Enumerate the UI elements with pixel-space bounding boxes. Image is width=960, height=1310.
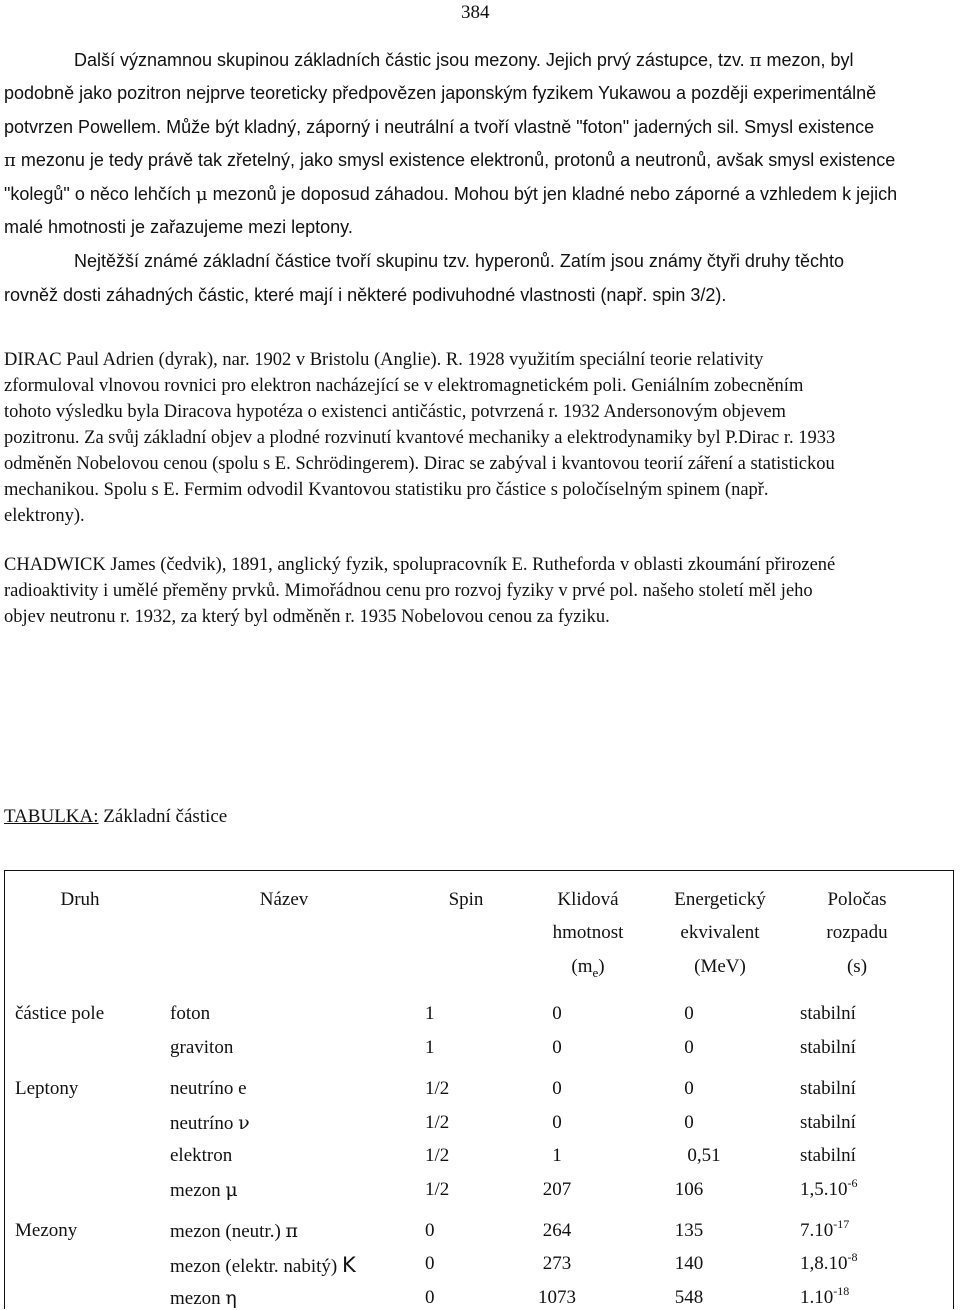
header-energy-1: Energetický (674, 889, 766, 910)
pi-symbol: π (285, 1220, 299, 1242)
cell-spin: 1/2 (425, 1145, 450, 1166)
cell-halflife: stabilní (800, 1003, 856, 1024)
cell-spin: 0 (425, 1287, 435, 1308)
group-label: částice pole (15, 1003, 105, 1024)
text-line: elektrony). (4, 506, 85, 526)
text-line: mechanikou. Spolu s E. Fermim odvodil Kvantovou statistiku pro částice s poločíselným spinem (např. (4, 480, 769, 500)
cell-halflife: $1,5.10^{-6}$ (800, 1176, 858, 1200)
header-nazev: Název (259, 889, 309, 910)
text-line: malé hmotnosti je zařazujeme mezi leptony. (4, 217, 353, 237)
text-line: objev neutronu r. 1932, za který byl odměněn r. 1935 Nobelovou cenou za fyziku. (4, 607, 610, 627)
cell-mass: 1 (552, 1145, 562, 1166)
header-druh: Druh (60, 889, 100, 910)
pi-symbol: π (749, 50, 762, 71)
text-line: pozitronu. Za svůj základní objev a plodné rozvinutí kvantové mechaniky a elektrodynamiky byl P.Dirac r. 1933 (4, 428, 836, 448)
text-line: CHADWICK James (čedvik), 1891, anglický fyzik, spolupracovník E. Rutheforda v oblasti zkoumání přirozené (4, 555, 836, 575)
text-line: potvrzen Powellem. Může být kladný, záporný i neutrální a tvoří vlastně "foton" jaderných sil. Smysl existence (4, 117, 875, 137)
header-halflife-3: (s) (846, 956, 868, 977)
cell-energy: 0,51 (687, 1145, 721, 1166)
cell-energy: 140 (674, 1253, 704, 1274)
cell-mass: 0 (552, 1112, 562, 1133)
header-spin: Spin (448, 889, 484, 910)
cell-halflife: $7.10^{-17}$ (800, 1217, 850, 1241)
group-label: Mezony (15, 1220, 78, 1241)
cell-energy: 0 (684, 1112, 694, 1133)
cell-spin: 0 (425, 1253, 435, 1274)
cell-mass: 264 (542, 1220, 572, 1241)
text-line: rovněž dosti záhadných částic, které mají i některé podivuhodné vlastnosti (např. spin 3/2). (4, 285, 727, 305)
cell-nazev: neutríno ν (170, 1112, 250, 1134)
cell-spin: 1/2 (425, 1179, 450, 1200)
cell-spin: 1 (425, 1037, 435, 1058)
text-line: odměněn Nobelovou cenou (spolu s E. Schrödingerem). Dirac se zabýval i kvantovou teorií záření a statistickou (4, 454, 835, 474)
cell-nazev: graviton (170, 1037, 234, 1058)
cell-energy: 106 (674, 1179, 704, 1200)
text-line: "kolegů" o něco lehčích μ mezonů je doposud záhadou. Mohou být jen kladné nebo záporné a vzhledem k jejich (4, 184, 898, 205)
cell-nazev: neutríno e (170, 1078, 247, 1099)
cell-mass: 1073 (538, 1287, 576, 1308)
cell-energy: 135 (674, 1220, 704, 1241)
text-line: DIRAC Paul Adrien (dyrak), nar. 1902 v Bristolu (Anglie). R. 1928 využitím speciální teorie relativity (4, 350, 764, 370)
cell-nazev: foton (170, 1003, 211, 1024)
header-mass-2: hmotnost (552, 922, 624, 943)
mu-symbol: μ (195, 184, 208, 205)
header-mass-1: Klidová (557, 889, 619, 910)
cell-halflife: $1.10^{-18}$ (800, 1284, 850, 1308)
cell-mass: 0 (552, 1037, 562, 1058)
header-halflife-2: rozpadu (826, 922, 888, 943)
pi-symbol: π (4, 150, 16, 171)
cell-spin: 1/2 (425, 1078, 450, 1099)
cell-energy: 0 (684, 1078, 694, 1099)
table-caption: TABULKA: Základní částice (4, 806, 228, 827)
cell-nazev: mezon (neutr.) π (170, 1220, 299, 1242)
cell-mass: 0 (552, 1078, 562, 1099)
text-line: zformuloval vlnovou rovnici pro elektron nacházející se v elektromagnetickém poli. Geniálním zobecněním (4, 376, 804, 396)
group-label: Leptony (15, 1078, 79, 1099)
text-line: Nejtěžší známé základní částice tvoří skupinu tzv. hyperonů. Zatím jsou známy čtyři druhy těchto (74, 251, 844, 271)
text-line: π mezonu je tedy právě tak zřetelný, jako smysl existence elektronů, protonů a neutronů, avšak smysl existence (4, 150, 896, 171)
cell-nazev: elektron (170, 1145, 233, 1166)
cell-halflife: $1,8.10^{-8}$ (800, 1250, 858, 1274)
page-number: 384 (461, 2, 490, 23)
text-line: radioaktivity i umělé přeměny prvků. Mimořádnou cenu pro rozvoj fyziky v prvé pol. našeho století měl jeho (4, 581, 813, 601)
eta-symbol: η (225, 1287, 237, 1309)
kaon-symbol: K (342, 1253, 356, 1277)
cell-spin: 1/2 (425, 1112, 450, 1133)
text-line: Další významnou skupinou základních částic jsou mezony. Jejich prvý zástupce, tzv. π mezon, byl (74, 50, 854, 71)
cell-mass: 273 (542, 1253, 572, 1274)
header-energy-3: (MeV) (694, 956, 746, 977)
text-line: tohoto výsledku byla Diracova hypotéza o existenci antičástic, potvrzená r. 1932 Andersonovým objevem (4, 402, 786, 422)
cell-halflife: stabilní (800, 1078, 856, 1099)
cell-nazev: mezon μ (170, 1179, 238, 1201)
cell-spin: 1 (425, 1003, 435, 1024)
cell-energy: 0 (684, 1037, 694, 1058)
cell-mass: 207 (542, 1179, 572, 1200)
cell-halflife: stabilní (800, 1145, 856, 1166)
header-mass-3: $(m_e)$ (571, 956, 605, 980)
cell-nazev: mezon η (170, 1287, 237, 1309)
header-energy-2: ekvivalent (680, 922, 760, 943)
text-line: podobně jako pozitron nejprve teoreticky předpovězen japonským fyzikem Yukawou a později experimentálně (4, 83, 877, 103)
nu-symbol: ν (238, 1112, 250, 1134)
cell-nazev: mezon (elektr. nabitý) K (170, 1253, 356, 1277)
cell-energy: 0 (684, 1003, 694, 1024)
cell-energy: 548 (674, 1287, 704, 1308)
cell-mass: 0 (552, 1003, 562, 1024)
header-halflife-1: Poločas (827, 889, 887, 910)
cell-halflife: stabilní (800, 1112, 856, 1133)
cell-spin: 0 (425, 1220, 435, 1241)
cell-halflife: stabilní (800, 1037, 856, 1058)
mu-symbol: μ (225, 1179, 238, 1201)
